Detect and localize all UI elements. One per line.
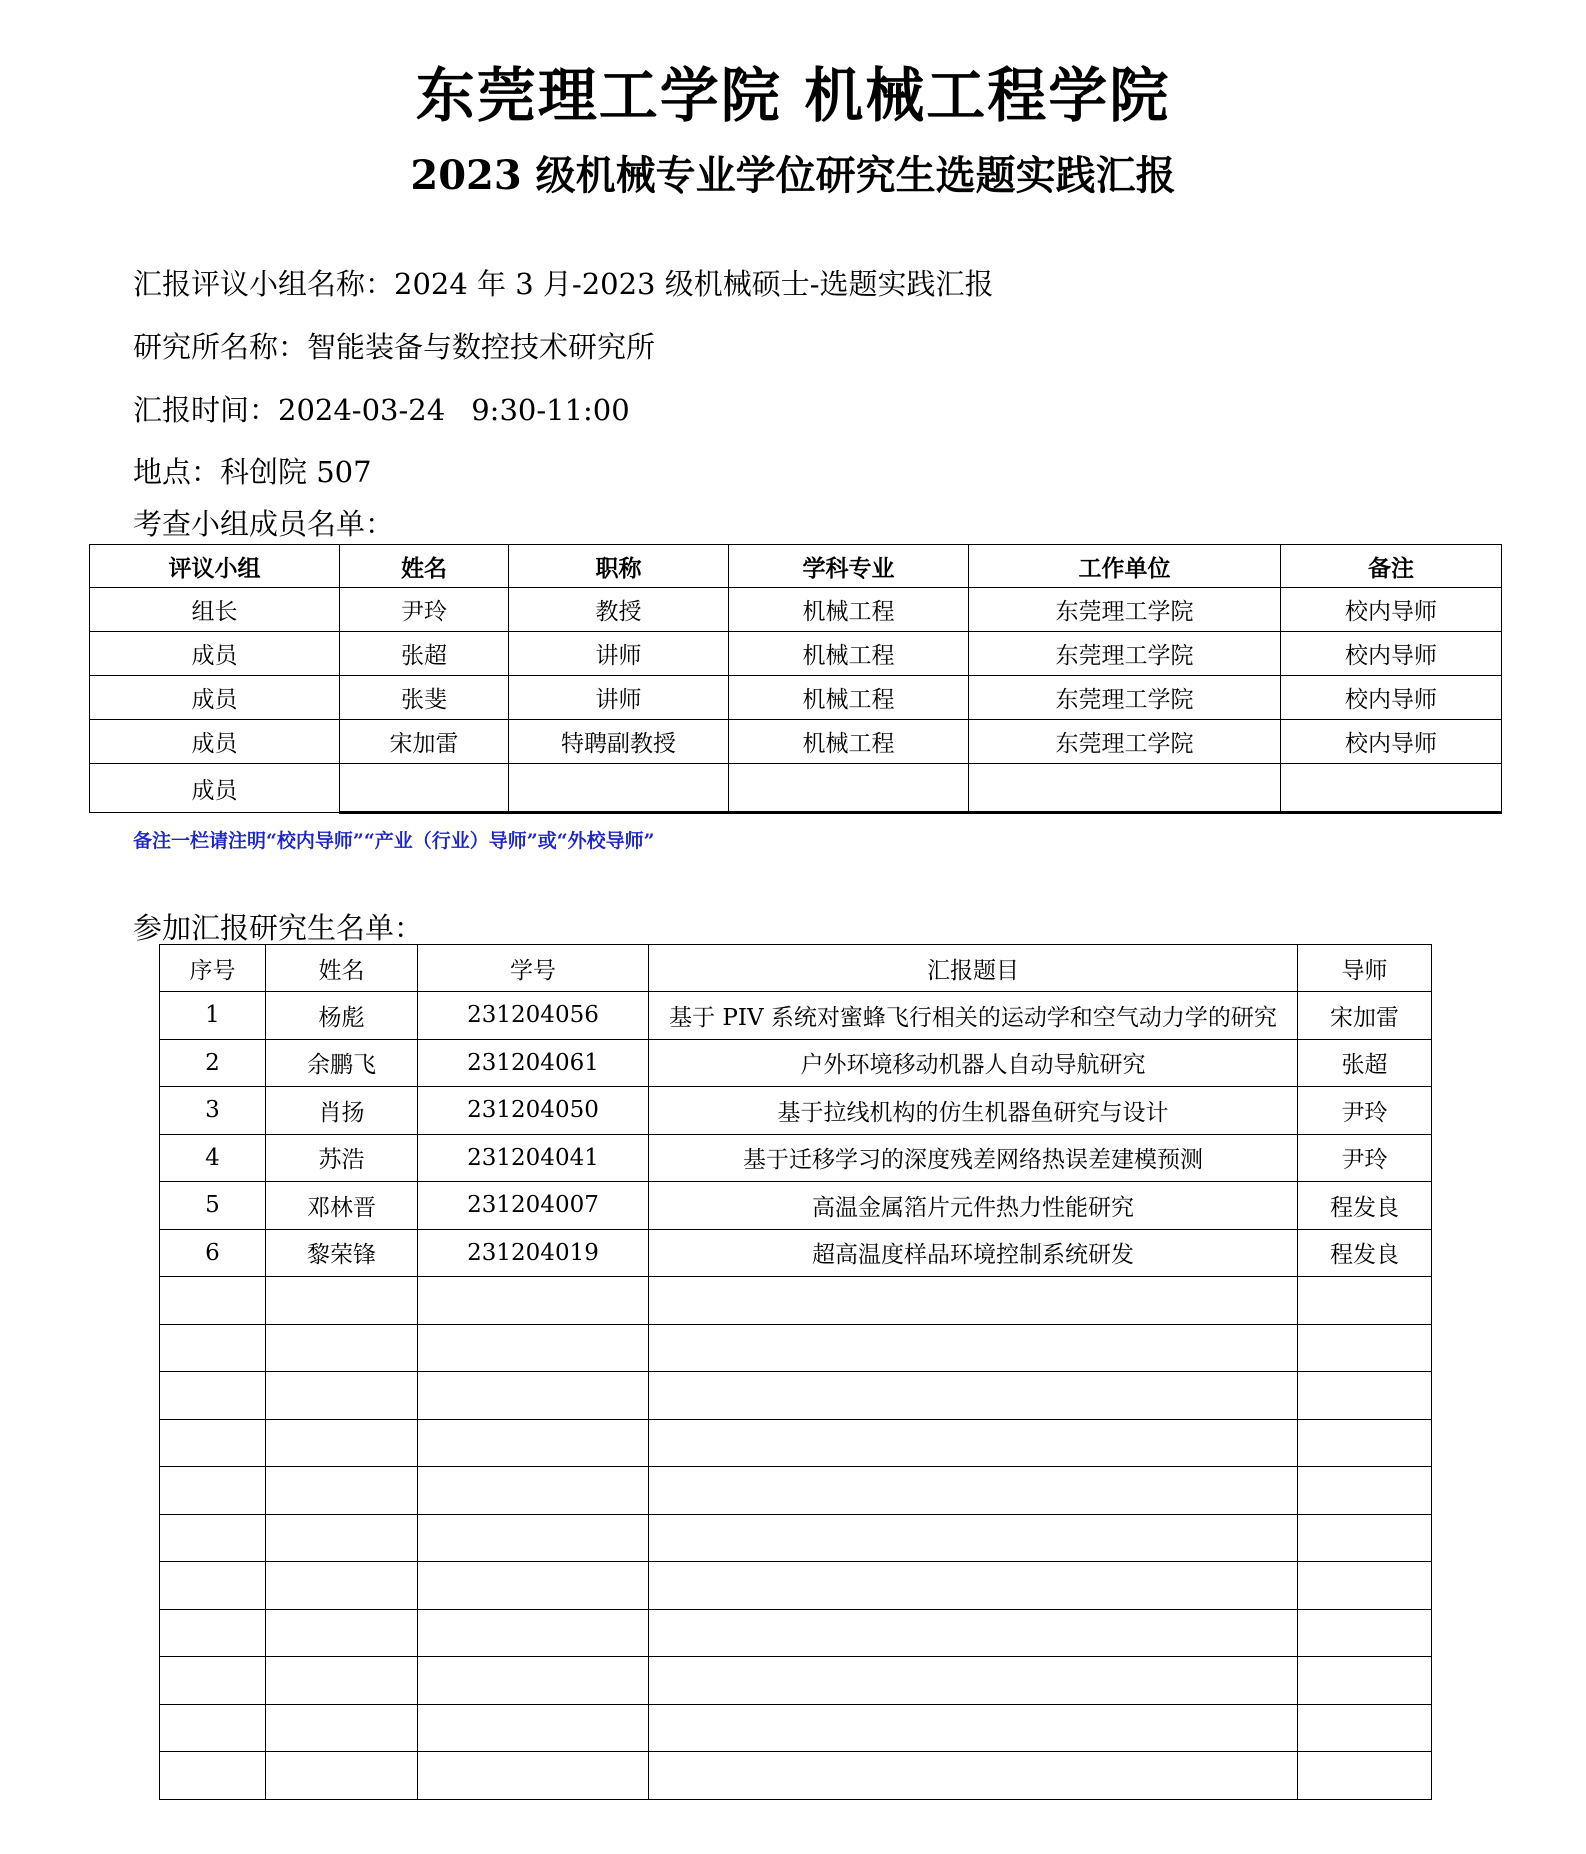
student-cell (649, 1657, 1298, 1705)
student-cell: 张超 (1298, 1039, 1432, 1087)
student-cell (649, 1467, 1298, 1515)
student-cell: 宋加雷 (1298, 992, 1432, 1040)
student-cell: 杨彪 (266, 992, 418, 1040)
committee-cell: 机械工程 (729, 676, 969, 720)
student-cell: 231204007 (418, 1182, 649, 1230)
student-cell: 户外环境移动机器人自动导航研究 (649, 1039, 1298, 1087)
student-cell (160, 1324, 266, 1372)
student-row (160, 1134, 1432, 1182)
committee-row (90, 632, 1502, 676)
committee-cell: 东莞理工学院 (969, 632, 1281, 676)
page-subtitle: 2023 级机械专业学位研究生选题实践汇报 (410, 152, 1176, 199)
student-row (160, 1657, 1432, 1705)
student-cell (649, 1514, 1298, 1562)
student-cell (160, 1704, 266, 1752)
student-cell (266, 1372, 418, 1420)
student-cell (649, 1609, 1298, 1657)
student-cell: 尹玲 (1298, 1087, 1432, 1135)
committee-cell: 东莞理工学院 (969, 588, 1281, 632)
student-row (160, 1609, 1432, 1657)
student-cell (649, 1419, 1298, 1467)
student-cell (649, 1562, 1298, 1610)
info-time-date: 汇报时间：2024-03-24 (133, 393, 446, 427)
student-cell (418, 1277, 649, 1325)
committee-cell: 校内导师 (1281, 720, 1502, 764)
student-cell (418, 1419, 649, 1467)
student-cell: 4 (160, 1134, 266, 1182)
student-cell (649, 1324, 1298, 1372)
student-cell (418, 1562, 649, 1610)
student-cell: 尹玲 (1298, 1134, 1432, 1182)
page-title: 东莞理工学院 机械工程学院 (415, 61, 1171, 130)
student-cell: 程发良 (1298, 1182, 1432, 1230)
committee-table (89, 544, 1502, 814)
student-cell (266, 1419, 418, 1467)
student-row (160, 1514, 1432, 1562)
student-cell (160, 1277, 266, 1325)
student-cell (160, 1752, 266, 1800)
committee-cell (969, 764, 1281, 813)
committee-cell: 教授 (509, 588, 729, 632)
student-cell (266, 1752, 418, 1800)
student-row (160, 1752, 1432, 1800)
committee-row (90, 676, 1502, 720)
student-cell (418, 1657, 649, 1705)
student-cell (1298, 1752, 1432, 1800)
student-cell (418, 1372, 649, 1420)
student-cell (160, 1562, 266, 1610)
committee-cell: 机械工程 (729, 632, 969, 676)
student-cell: 余鹏飞 (266, 1039, 418, 1087)
committee-row (90, 764, 1502, 813)
committee-cell: 成员 (90, 720, 340, 764)
student-cell (418, 1467, 649, 1515)
students-header-cell: 汇报题目 (649, 945, 1298, 992)
student-row (160, 992, 1432, 1040)
student-cell: 231204050 (418, 1087, 649, 1135)
student-cell (1298, 1324, 1432, 1372)
committee-row (90, 588, 1502, 632)
student-cell (266, 1514, 418, 1562)
student-cell (160, 1372, 266, 1420)
student-cell (266, 1657, 418, 1705)
student-cell (266, 1562, 418, 1610)
committee-heading: 考查小组成员名单： (133, 507, 395, 541)
committee-cell: 校内导师 (1281, 676, 1502, 720)
committee-header-cell: 评议小组 (90, 545, 340, 588)
student-cell (160, 1609, 266, 1657)
student-cell (1298, 1514, 1432, 1562)
student-cell: 程发良 (1298, 1229, 1432, 1277)
student-cell (418, 1704, 649, 1752)
student-cell (649, 1277, 1298, 1325)
info-group-name: 汇报评议小组名称：2024 年 3 月-2023 级机械硕士-选题实践汇报 (133, 267, 994, 301)
committee-cell (1281, 764, 1502, 813)
committee-header-cell: 工作单位 (969, 545, 1281, 588)
student-cell: 1 (160, 992, 266, 1040)
committee-cell: 东莞理工学院 (969, 676, 1281, 720)
student-cell (418, 1609, 649, 1657)
committee-cell: 组长 (90, 588, 340, 632)
student-cell (1298, 1562, 1432, 1610)
committee-cell: 讲师 (509, 676, 729, 720)
student-cell: 肖扬 (266, 1087, 418, 1135)
info-time-range: 9:30-11:00 (471, 393, 630, 427)
student-row (160, 1039, 1432, 1087)
student-cell: 6 (160, 1229, 266, 1277)
committee-cell: 特聘副教授 (509, 720, 729, 764)
committee-cell: 成员 (90, 764, 340, 813)
student-cell: 超高温度样品环境控制系统研发 (649, 1229, 1298, 1277)
student-cell (418, 1752, 649, 1800)
students-header-cell: 学号 (418, 945, 649, 992)
student-row (160, 1087, 1432, 1135)
student-cell (1298, 1277, 1432, 1325)
committee-header-cell: 职称 (509, 545, 729, 588)
student-cell: 黎荣锋 (266, 1229, 418, 1277)
committee-cell: 尹玲 (340, 588, 509, 632)
committee-header-row (90, 545, 1502, 588)
student-cell (160, 1419, 266, 1467)
student-cell (266, 1324, 418, 1372)
student-row (160, 1562, 1432, 1610)
student-row (160, 1467, 1432, 1515)
student-cell: 231204041 (418, 1134, 649, 1182)
student-cell (266, 1609, 418, 1657)
student-row (160, 1324, 1432, 1372)
committee-header-cell: 姓名 (340, 545, 509, 588)
student-row (160, 1372, 1432, 1420)
committee-cell: 校内导师 (1281, 588, 1502, 632)
student-cell (1298, 1419, 1432, 1467)
student-cell (1298, 1657, 1432, 1705)
student-cell: 231204056 (418, 992, 649, 1040)
info-time (133, 388, 630, 429)
committee-cell: 东莞理工学院 (969, 720, 1281, 764)
students-header-cell: 序号 (160, 945, 266, 992)
student-cell: 3 (160, 1087, 266, 1135)
students-header-cell: 姓名 (266, 945, 418, 992)
student-cell (266, 1467, 418, 1515)
student-cell (1298, 1467, 1432, 1515)
student-row (160, 1182, 1432, 1230)
student-cell (160, 1514, 266, 1562)
student-cell (266, 1704, 418, 1752)
student-row (160, 1704, 1432, 1752)
student-cell (1298, 1704, 1432, 1752)
committee-cell: 机械工程 (729, 588, 969, 632)
students-header-cell: 导师 (1298, 945, 1432, 992)
student-cell (1298, 1609, 1432, 1657)
committee-cell: 张超 (340, 632, 509, 676)
student-cell (1298, 1372, 1432, 1420)
committee-cell (729, 764, 969, 813)
student-cell: 231204061 (418, 1039, 649, 1087)
student-cell: 苏浩 (266, 1134, 418, 1182)
committee-cell: 宋加雷 (340, 720, 509, 764)
student-cell (649, 1372, 1298, 1420)
committee-cell: 讲师 (509, 632, 729, 676)
committee-cell (340, 764, 509, 813)
student-cell (160, 1467, 266, 1515)
student-cell (649, 1704, 1298, 1752)
committee-cell: 机械工程 (729, 720, 969, 764)
committee-cell: 成员 (90, 676, 340, 720)
student-cell (418, 1514, 649, 1562)
student-row (160, 1277, 1432, 1325)
committee-cell: 张斐 (340, 676, 509, 720)
committee-cell: 校内导师 (1281, 632, 1502, 676)
student-cell: 邓林晋 (266, 1182, 418, 1230)
student-cell (649, 1752, 1298, 1800)
student-cell (418, 1324, 649, 1372)
student-cell: 2 (160, 1039, 266, 1087)
info-location: 地点：科创院 507 (133, 455, 372, 489)
student-row (160, 1229, 1432, 1277)
student-cell (266, 1277, 418, 1325)
students-heading: 参加汇报研究生名单： (133, 911, 424, 945)
student-cell: 基于拉线机构的仿生机器鱼研究与设计 (649, 1087, 1298, 1135)
student-cell: 基于 PIV 系统对蜜蜂飞行相关的运动学和空气动力学的研究 (649, 992, 1298, 1040)
committee-note: 备注一栏请注明“校内导师”“产业（行业）导师”或“外校导师” (133, 830, 655, 852)
committee-header-cell: 学科专业 (729, 545, 969, 588)
students-table (159, 944, 1432, 1800)
student-row (160, 1419, 1432, 1467)
student-cell: 231204019 (418, 1229, 649, 1277)
committee-cell (509, 764, 729, 813)
committee-cell: 成员 (90, 632, 340, 676)
committee-row (90, 720, 1502, 764)
student-cell: 5 (160, 1182, 266, 1230)
committee-header-cell: 备注 (1281, 545, 1502, 588)
student-cell: 基于迁移学习的深度残差网络热误差建模预测 (649, 1134, 1298, 1182)
info-institute: 研究所名称：智能装备与数控技术研究所 (133, 330, 656, 364)
students-header-row (160, 945, 1432, 992)
student-cell (160, 1657, 266, 1705)
student-cell: 高温金属箔片元件热力性能研究 (649, 1182, 1298, 1230)
